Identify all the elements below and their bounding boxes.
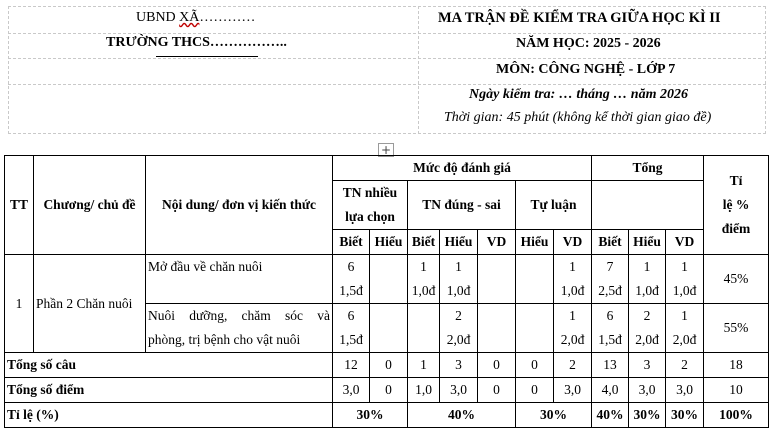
cell: 3,0 (554, 378, 592, 403)
col-header-ratio: Tỉ lệ % điểm (704, 156, 769, 255)
cell: 1 1,0đ (629, 255, 666, 304)
cell: 0 (516, 353, 554, 378)
row-ratio: 45% (704, 255, 769, 304)
cell: 30% (333, 403, 408, 428)
cell: 1 1,0đ (440, 255, 478, 304)
ratio-label: Tỉ lệ (%) (5, 403, 333, 428)
col-header-tt: TT (5, 156, 34, 255)
row-chapter: Phần 2 Chăn nuôi (34, 255, 146, 353)
cell: 3,0 (440, 378, 478, 403)
col-sub-hieu: Hiểu (629, 230, 666, 255)
col-header-total: Tổng (592, 156, 704, 181)
table-move-handle-icon[interactable]: + (378, 143, 394, 157)
cell: 2 (666, 353, 704, 378)
col-header-essay: Tự luận (516, 181, 592, 230)
cell: 1 2,0đ (666, 304, 704, 353)
cell: 3,0 (333, 378, 370, 403)
cell: 2 (554, 353, 592, 378)
col-sub-biet: Biết (333, 230, 370, 255)
cell: 13 (592, 353, 629, 378)
cell: 6 1,5đ (333, 255, 370, 304)
ratio-row (5, 403, 769, 428)
school-name: TRƯỜNG THCS…………….. (106, 35, 287, 50)
exam-duration: Thời gian: 45 phút (không kể thời gian giao đề) (444, 110, 712, 125)
col-header-content: Nội dung/ đơn vị kiến thức (146, 156, 333, 255)
total-questions-label: Tổng số câu (5, 353, 333, 378)
col-sub-hieu: Hiểu (370, 230, 408, 255)
cell: 40% (408, 403, 516, 428)
cell: 2 2,0đ (629, 304, 666, 353)
row-ratio: 55% (704, 304, 769, 353)
cell (516, 255, 554, 304)
exam-date: Ngày kiểm tra: … tháng … năm 2026 (469, 87, 688, 102)
cell: 4,0 (592, 378, 629, 403)
row-content: Nuôi dưỡng, chăm sóc và phòng, trị bệnh cho vật nuôi (146, 304, 333, 353)
cell: 1 2,0đ (554, 304, 592, 353)
cell: 6 1,5đ (333, 304, 370, 353)
total-points-label: Tổng số điểm (5, 378, 333, 403)
cell: 3,0 (629, 378, 666, 403)
document-title: MA TRẬN ĐỀ KIỂM TRA GIỮA HỌC KÌ II (438, 10, 721, 26)
cell: 12 (333, 353, 370, 378)
cell: 3 (629, 353, 666, 378)
cell (516, 304, 554, 353)
cell: 0 (370, 378, 408, 403)
cell: 2 2,0đ (440, 304, 478, 353)
cell (408, 304, 440, 353)
col-sub-biet: Biết (592, 230, 629, 255)
col-header-tn-true-false: TN đúng - sai (408, 181, 516, 230)
cell: 30% (516, 403, 592, 428)
cell: 1 (408, 353, 440, 378)
cell: 3 (440, 353, 478, 378)
assessment-matrix-table (4, 155, 769, 428)
col-sub-biet: Biết (408, 230, 440, 255)
col-sub-vd: VD (478, 230, 516, 255)
cell: 1 1,0đ (408, 255, 440, 304)
subject-line: MÔN: CÔNG NGHỆ - LỚP 7 (496, 62, 676, 77)
row-content: Mở đầu về chăn nuôi (146, 255, 333, 304)
cell (370, 304, 408, 353)
col-header-level: Mức độ đánh giá (333, 156, 592, 181)
school-year: NĂM HỌC: 2025 - 2026 (516, 36, 661, 51)
col-header-tn-multi: TN nhiều lựa chọn (333, 181, 408, 230)
col-sub-vd: VD (554, 230, 592, 255)
col-sub-hieu: Hiểu (516, 230, 554, 255)
cell: 1,0 (408, 378, 440, 403)
cell: 30% (629, 403, 666, 428)
row-tt: 1 (5, 255, 34, 353)
table-row (5, 255, 769, 304)
cell: 1 1,0đ (554, 255, 592, 304)
cell: 0 (478, 353, 516, 378)
cell: 0 (478, 378, 516, 403)
cell: 0 (516, 378, 554, 403)
cell (478, 304, 516, 353)
cell: 3,0 (666, 378, 704, 403)
total-questions-row (5, 353, 769, 378)
cell: 30% (666, 403, 704, 428)
col-header-total-blank (592, 181, 704, 230)
document-header (8, 6, 766, 134)
cell: 100% (704, 403, 769, 428)
district-label: UBND XÃ………… (136, 10, 256, 25)
col-sub-vd: VD (666, 230, 704, 255)
col-sub-hieu: Hiểu (440, 230, 478, 255)
cell (370, 255, 408, 304)
cell: 6 1,5đ (592, 304, 629, 353)
school-underline (156, 56, 258, 57)
cell: 18 (704, 353, 769, 378)
cell: 7 2,5đ (592, 255, 629, 304)
cell (478, 255, 516, 304)
cell: 40% (592, 403, 629, 428)
cell: 1 1,0đ (666, 255, 704, 304)
total-points-row (5, 378, 769, 403)
cell: 10 (704, 378, 769, 403)
cell: 0 (370, 353, 408, 378)
col-header-chapter: Chương/ chủ đề (34, 156, 146, 255)
